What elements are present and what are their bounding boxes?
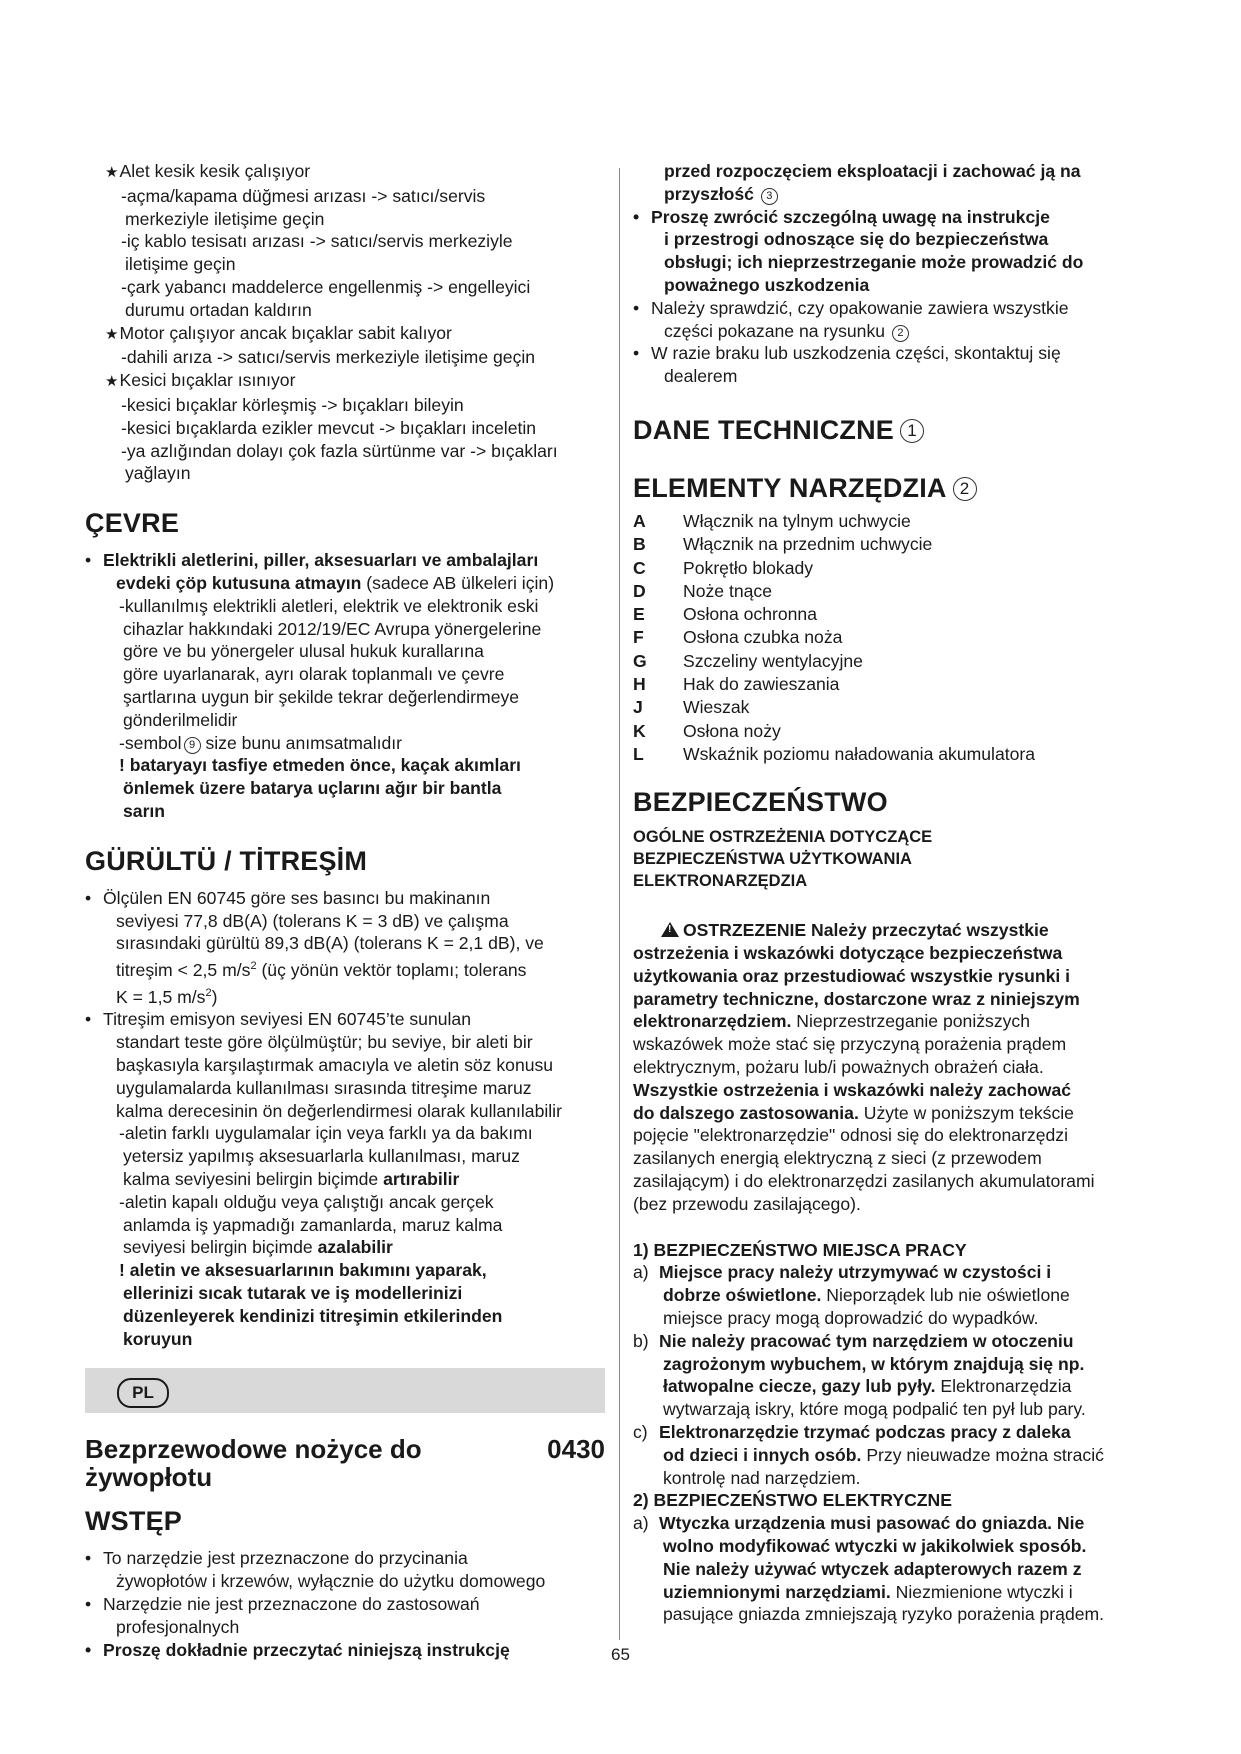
text-line: Wszystkie ostrzeżenia i wskazówki należy zachować bbox=[633, 1079, 1072, 1100]
list-item: • Titreşim emisyon seviyesi EN 60745’te sunulan standart teste göre ölçülmüştür; bu seviye, bir aleti bir başkasıyla karşılaştırmak amacıyla ve aletin söz konusu uygulamalarda kullanılması sırasında titreşime maruz kalma derecesinin ön değerlendirmesi olarak kullanılabilir bbox=[85, 1008, 605, 1122]
element-label: Noże tnące bbox=[683, 580, 772, 601]
trouble-line: -iç kablo tesisatı arızası -> satıcı/servis merkeziyle bbox=[121, 231, 513, 252]
trouble-line: -kesici bıçaklar körleşmiş -> bıçakları bileyin bbox=[121, 394, 464, 415]
figure-ref-circle: 2 bbox=[892, 325, 909, 342]
list-item: • Proszę zwrócić szczególną uwagę na instrukcje i przestrogi odnoszące się do bezpieczeństwa obsługi; ich nieprzestrzeganie może prowadzić do poważnego uszkodzenia bbox=[633, 206, 1158, 297]
list-item: • Ölçülen EN 60745 göre ses basıncı bu makinanın seviyesi 77,8 dB(A) (tolerans K = 3 dB) ve çalışma sırasındaki gürültü 89,3 dB(A) (tolerans K = 2,1 dB), ve titreşim < 2,5 $m/s^2$ (üç yönün vektör toplamı; tolerans K = 1,5 $m/s^2$) bbox=[85, 887, 605, 1009]
element-key: A bbox=[633, 510, 646, 531]
text-line: wskazówek może stać się przyczyną porażenia prądem bbox=[633, 1034, 1067, 1055]
text-line: cihazlar hakkındaki 2012/19/EC Avrupa yönergelerine bbox=[123, 618, 542, 639]
elements-list bbox=[633, 510, 1158, 766]
element-label: Szczeliny wentylacyjne bbox=[683, 650, 863, 671]
list-item: • Elektrikli aletlerini, piller, aksesuarları ve ambalajları evdeki çöp kutusuna atmayın (sadece AB ülkeleri için) bbox=[85, 549, 605, 595]
element-key: K bbox=[633, 720, 646, 741]
text-line: anlamda iş yapmadığı zamanlarda, maruz kalma bbox=[123, 1214, 503, 1235]
trouble-line: -ya azlığından dolayı çok fazla sürtünme var -> bıçakları bbox=[121, 440, 558, 461]
trouble-line: durumu ortadan kaldırın bbox=[125, 299, 312, 320]
trouble-item-2: ★Motor çalışıyor ancak bıçaklar sabit kalıyor bbox=[105, 322, 452, 343]
text-line: pojęcie "elektronarzędzie" odnosi się do elektronarzędzi bbox=[633, 1125, 1068, 1146]
trouble-line: -kesici bıçaklarda ezikler mevcut -> bıçakları inceletin bbox=[121, 417, 537, 438]
list-item: c) Elektronarzędzie trzymać podczas pracy z daleka od dzieci i innych osób. Przy nieuwadze można stracić kontrolę nad narzędziem. bbox=[633, 1421, 1104, 1488]
element-row bbox=[633, 626, 1158, 649]
text-line: elektronarzędziem. Nieprzestrzeganie poniższych bbox=[633, 1011, 1031, 1032]
language-badge: PL bbox=[117, 1378, 169, 1408]
element-row bbox=[633, 650, 1158, 673]
element-key: B bbox=[633, 534, 646, 555]
warning-triangle-icon bbox=[661, 922, 679, 937]
heading-dane-techniczne: DANE TECHNICZNE 1 bbox=[633, 414, 1158, 446]
text-line: (bez przewodu zasilającego). bbox=[633, 1193, 861, 1214]
heading-elementy: ELEMENTY NARZĘDZIA 2 bbox=[633, 472, 1158, 504]
figure-ref-circle: 9 bbox=[184, 737, 201, 754]
troubleshooting-list bbox=[85, 160, 605, 485]
element-key: G bbox=[633, 650, 647, 671]
list-item: • Narzędzie nie jest przeznaczone do zastosowań profesjonalnych bbox=[85, 1593, 605, 1639]
text-line: seviyesi belirgin biçimde azalabilir bbox=[123, 1237, 393, 1258]
element-key: F bbox=[633, 627, 644, 648]
section-heading: 1) BEZPIECZEŃSTWO MIEJSCA PRACY bbox=[633, 1239, 967, 1260]
right-column bbox=[633, 160, 1158, 1626]
element-row bbox=[633, 696, 1158, 719]
element-row bbox=[633, 510, 1158, 533]
text-line: zasilanych energią elektryczną z sieci (z przewodem bbox=[633, 1148, 1042, 1169]
subheading: BEZPIECZEŃSTWA UŻYTKOWANIA bbox=[633, 850, 912, 869]
text-line: parametry techniczne, dostarczone wraz z niniejszym bbox=[633, 988, 1080, 1009]
list-item: • Należy sprawdzić, czy opakowanie zawiera wszystkie części pokazane na rysunku 2 bbox=[633, 297, 1158, 343]
element-key: D bbox=[633, 580, 646, 601]
product-title: Bezprzewodowe nożyce do żywopłotu bbox=[85, 1434, 422, 1493]
element-row bbox=[633, 580, 1158, 603]
warning-line: düzenleyerek kendinizi titreşimin etkilerinden bbox=[123, 1305, 503, 1326]
heading-wstep: WSTĘP bbox=[85, 1506, 183, 1537]
element-key: L bbox=[633, 743, 644, 764]
heading-bezpieczenstwo: BEZPIECZEŃSTWO bbox=[633, 787, 888, 818]
list-item: • Proszę dokładnie przeczytać niniejszą instrukcję bbox=[85, 1639, 605, 1662]
text-line: -aletin farklı uygulamalar için veya farklı ya da bakımı bbox=[119, 1123, 533, 1144]
text-line: użytkowania oraz przestudiować wszystkie rysunki i bbox=[633, 965, 1071, 986]
trouble-line: yağlayın bbox=[125, 463, 191, 484]
star-icon: ★ bbox=[105, 325, 119, 343]
text-line: göre uyarlanarak, ayrı olarak toplanmalı ve çevre bbox=[123, 664, 505, 685]
element-row bbox=[633, 743, 1158, 766]
trouble-line: merkeziyle iletişime geçin bbox=[125, 208, 325, 229]
page-number: 65 bbox=[611, 1645, 630, 1664]
trouble-item-1: ★Alet kesik kesik çalışıyor bbox=[105, 161, 311, 181]
element-key: H bbox=[633, 674, 646, 695]
element-row bbox=[633, 557, 1158, 580]
element-label: Pokrętło blokady bbox=[683, 557, 814, 578]
element-label: Wskaźnik poziomu naładowania akumulatora bbox=[683, 743, 1036, 764]
text-line: -aletin kapalı olduğu veya çalıştığı ancak gerçek bbox=[119, 1191, 494, 1212]
text-line: przyszłość 3 bbox=[633, 183, 1158, 206]
section-heading: 2) BEZPIECZEŃSTWO ELEKTRYCZNE bbox=[633, 1490, 952, 1511]
element-key: C bbox=[633, 557, 646, 578]
text-line: ostrzeżenia i wskazówki dotyczące bezpieczeństwa bbox=[633, 943, 1063, 964]
element-key: E bbox=[633, 604, 645, 625]
element-label: Osłona noży bbox=[683, 720, 781, 741]
list-item: b) Nie należy pracować tym narzędziem w otoczeniu zagrożonym wybuchem, w którym znajdują się np. łatwopalne ciecze, gazy lub pyły. Elektronarzędzia wytwarzają iskry, które mogą podpalić ten pył lub pary. bbox=[633, 1330, 1086, 1420]
star-icon: ★ bbox=[105, 164, 119, 181]
figure-ref-circle: 1 bbox=[900, 419, 924, 443]
element-key: J bbox=[633, 697, 643, 718]
list-item: a) Wtyczka urządzenia musi pasować do gniazda. Nie wolno modyfikować wtyczki w jakikolwiek sposób. Nie należy używać wtyczek adapterowych razem z uziemnionymi narzędziami. Niezmienione wtyczki i pasujące gniazda zmniejszają ryzyko porażenia prądem. bbox=[633, 1513, 1105, 1625]
list-item: a) Miejsce pracy należy utrzymywać w czystości i dobrze oświetlone. Nieporządek lub nie oświetlone miejsce pracy mogą doprowadzić do wypadków. bbox=[633, 1262, 1070, 1328]
text-line: -sembol 9 size bunu anımsatmalıdır bbox=[119, 732, 403, 753]
text-line: przed rozpoczęciem eksploatacji i zachować ją na bbox=[664, 161, 1081, 181]
figure-ref-circle: 2 bbox=[953, 477, 977, 501]
star-icon: ★ bbox=[105, 373, 119, 391]
element-label: Włącznik na przednim uchwycie bbox=[683, 534, 933, 555]
product-model: 0430 bbox=[547, 1434, 605, 1465]
heading-gurultu: GÜRÜLTÜ / TİTREŞİM bbox=[85, 845, 368, 876]
product-title-row bbox=[85, 1435, 605, 1491]
element-row bbox=[633, 720, 1158, 743]
element-label: Osłona ochronna bbox=[683, 604, 817, 625]
trouble-line: -dahili arıza -> satıcı/servis merkeziyle iletişime geçin bbox=[121, 347, 536, 368]
element-row bbox=[633, 533, 1158, 556]
trouble-line: -çark yabancı maddelerce engellenmiş -> engelleyici bbox=[121, 276, 531, 297]
list-item: • To narzędzie jest przeznaczone do przycinania żywopłotów i krzewów, wyłącznie do użytku domowego bbox=[85, 1547, 605, 1593]
text-line: zasilającym) i do elektronarzędzi zasilanych akumulatorami bbox=[633, 1171, 1095, 1191]
element-label: Hak do zawieszania bbox=[683, 674, 840, 695]
list-item: • W razie braku lub uszkodzenia części, skontaktuj się dealerem bbox=[633, 342, 1158, 388]
warning-line: önlemek üzere batarya uçlarını ağır bir bantla bbox=[123, 778, 502, 799]
element-label: Wieszak bbox=[683, 697, 750, 718]
warning-line: sarın bbox=[123, 800, 166, 821]
trouble-line: -açma/kapama düğmesi arızası -> satıcı/servis bbox=[121, 185, 486, 206]
text-line: -kullanılmış elektrikli aletleri, elektrik ve elektronik eski bbox=[119, 595, 539, 616]
text-line: kalma seviyesini belirgin biçimde artırabilir bbox=[123, 1169, 460, 1189]
text-line: do dalszego zastosowania. Użyte w poniższym tekście bbox=[633, 1102, 1074, 1123]
element-row bbox=[633, 673, 1158, 696]
warning-paragraph-line: !OSTRZEZENIE Należy przeczytać wszystkie bbox=[633, 919, 1158, 942]
element-label: Osłona czubka noża bbox=[683, 627, 843, 648]
trouble-line: iletişime geçin bbox=[125, 254, 236, 275]
text-line: şartlarına uygun bir şekilde tekrar değerlendirmeye bbox=[123, 686, 520, 707]
warning-line: ! bataryayı tasfiye etmeden önce, kaçak akımları bbox=[119, 755, 521, 776]
warning-line: koruyun bbox=[123, 1328, 193, 1349]
subheading: OGÓLNE OSTRZEŻENIA DOTYCZĄCE bbox=[633, 828, 933, 847]
text-line: göre ve bu yönergeler ulusal hukuk kurallarına bbox=[123, 641, 484, 662]
left-column bbox=[85, 160, 605, 1661]
heading-cevre: ÇEVRE bbox=[85, 508, 180, 539]
trouble-item-3: ★Kesici bıçaklar ısınıyor bbox=[105, 370, 296, 391]
element-row bbox=[633, 603, 1158, 626]
subheading: ELEKTRONARZĘDZIA bbox=[633, 872, 808, 891]
text-line: gönderilmelidir bbox=[123, 709, 238, 730]
text-line: yetersiz yapılmış aksesuarlarla kullanılması, maruz bbox=[123, 1146, 520, 1167]
warning-line: ellerinizi sıcak tutarak ve iş modellerinizi bbox=[123, 1282, 463, 1303]
figure-ref-circle: 3 bbox=[761, 188, 778, 205]
element-label: Włącznik na tylnym uchwycie bbox=[683, 510, 911, 531]
column-divider bbox=[619, 168, 620, 1640]
warning-line: ! aletin ve aksesuarlarının bakımını yaparak, bbox=[119, 1260, 487, 1281]
text-line: elektrycznym, pożaru lub/i poważnych obrażeń ciała. bbox=[633, 1057, 1044, 1078]
language-bar bbox=[85, 1368, 605, 1413]
